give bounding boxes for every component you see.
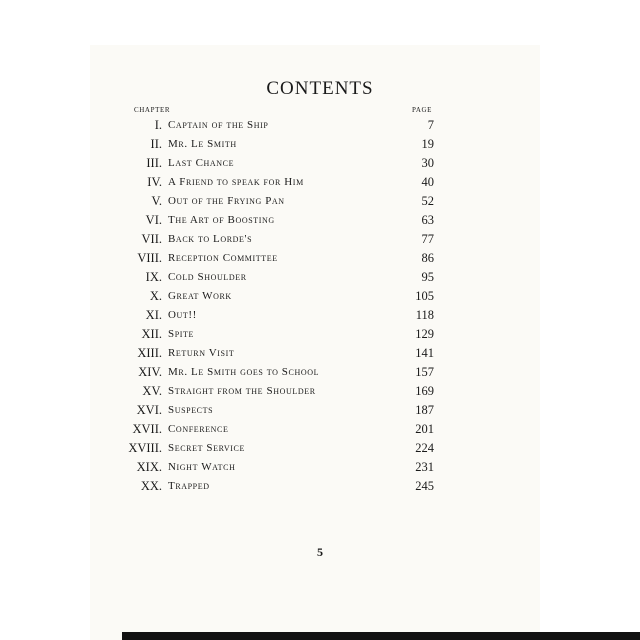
chapter-page: 19 bbox=[421, 137, 434, 151]
chapter-title: Back to Lorde's bbox=[168, 233, 253, 245]
toc-row bbox=[0, 230, 640, 249]
chapter-title: Conference bbox=[168, 423, 229, 435]
chapter-title: Mr. Le Smith bbox=[168, 138, 237, 150]
chapter-page: 86 bbox=[421, 251, 434, 265]
chapter-title: Cold Shoulder bbox=[168, 271, 247, 283]
chapter-title: Secret Service bbox=[168, 442, 245, 454]
chapter-page: 118 bbox=[415, 308, 434, 322]
toc-row bbox=[0, 173, 640, 192]
chapter-number: IX. bbox=[145, 270, 162, 284]
chapter-title: Reception Committee bbox=[168, 252, 278, 264]
chapter-title: Straight from the Shoulder bbox=[168, 385, 316, 397]
toc-row bbox=[0, 363, 640, 382]
chapter-title: Trapped bbox=[168, 480, 210, 492]
chapter-title: Return Visit bbox=[168, 347, 235, 359]
chapter-page: 157 bbox=[415, 365, 434, 379]
chapter-number: X. bbox=[149, 289, 162, 303]
chapter-page: 40 bbox=[421, 175, 434, 189]
chapter-number: XII. bbox=[141, 327, 162, 341]
chapter-page: 77 bbox=[421, 232, 434, 246]
chapter-page: 187 bbox=[415, 403, 434, 417]
chapter-number: XI. bbox=[145, 308, 162, 322]
chapter-title: The Art of Boosting bbox=[168, 214, 275, 226]
contents-title: CONTENTS bbox=[266, 78, 374, 99]
toc-row bbox=[0, 154, 640, 173]
chapter-number: I. bbox=[154, 118, 162, 132]
chapter-number: II. bbox=[150, 137, 162, 151]
chapter-page: 201 bbox=[415, 422, 434, 436]
chapter-title: Great Work bbox=[168, 290, 232, 302]
chapter-number: VI. bbox=[145, 213, 162, 227]
chapter-title: Spite bbox=[168, 328, 195, 340]
page-edge-shadow bbox=[122, 632, 640, 640]
chapter-page: 52 bbox=[421, 194, 434, 208]
chapter-page: 95 bbox=[421, 270, 434, 284]
chapter-page: 63 bbox=[421, 213, 434, 227]
chapter-page: 245 bbox=[415, 479, 434, 493]
chapter-number: XIV. bbox=[138, 365, 162, 379]
toc-row bbox=[0, 268, 640, 287]
chapter-title: Mr. Le Smith goes to School bbox=[168, 366, 320, 378]
toc-row bbox=[0, 192, 640, 211]
chapter-title: Captain of the Ship bbox=[168, 119, 269, 131]
toc-row bbox=[0, 211, 640, 230]
page-number: 5 bbox=[317, 545, 323, 559]
chapter-page: 129 bbox=[415, 327, 434, 341]
toc-row bbox=[0, 306, 640, 325]
toc-row bbox=[0, 477, 640, 496]
chapter-title: Suspects bbox=[168, 404, 214, 416]
chapter-number: XVII. bbox=[132, 422, 162, 436]
toc-row bbox=[0, 344, 640, 363]
toc-row bbox=[0, 249, 640, 268]
toc-row bbox=[0, 420, 640, 439]
toc-row bbox=[0, 439, 640, 458]
chapter-column-header: CHAPTER bbox=[134, 106, 171, 114]
page-column-header: PAGE bbox=[412, 106, 433, 114]
chapter-number: VII. bbox=[141, 232, 162, 246]
toc-row bbox=[0, 325, 640, 344]
toc-row bbox=[0, 382, 640, 401]
chapter-page: 141 bbox=[415, 346, 434, 360]
chapter-page: 7 bbox=[427, 118, 434, 132]
chapter-number: V. bbox=[151, 194, 162, 208]
chapter-title: Last Chance bbox=[168, 157, 235, 169]
chapter-title: Out of the Frying Pan bbox=[168, 195, 285, 207]
chapter-number: XX. bbox=[140, 479, 162, 493]
chapter-title: A Friend to speak for Him bbox=[168, 176, 304, 188]
toc-row bbox=[0, 458, 640, 477]
chapter-number: III. bbox=[146, 156, 162, 170]
chapter-number: XVI. bbox=[136, 403, 162, 417]
chapter-number: XVIII. bbox=[128, 441, 162, 455]
chapter-number: XIX. bbox=[136, 460, 162, 474]
chapter-number: XIII. bbox=[137, 346, 162, 360]
chapter-number: XV. bbox=[142, 384, 162, 398]
toc-row bbox=[0, 135, 640, 154]
chapter-page: 224 bbox=[415, 441, 434, 455]
chapter-number: VIII. bbox=[137, 251, 162, 265]
chapter-title: Out!! bbox=[168, 309, 197, 321]
toc-row bbox=[0, 116, 640, 135]
chapter-page: 30 bbox=[421, 156, 434, 170]
chapter-title: Night Watch bbox=[168, 461, 236, 473]
toc-row bbox=[0, 287, 640, 306]
chapter-number: IV. bbox=[147, 175, 162, 189]
chapter-page: 105 bbox=[415, 289, 434, 303]
toc-row bbox=[0, 401, 640, 420]
chapter-page: 231 bbox=[415, 460, 434, 474]
chapter-page: 169 bbox=[415, 384, 434, 398]
